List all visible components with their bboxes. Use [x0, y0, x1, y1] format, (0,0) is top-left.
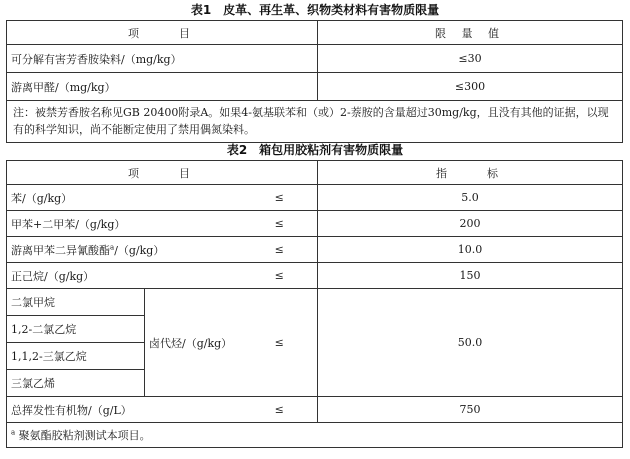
table2-row-op: ≤ — [242, 263, 318, 289]
table2-footnote — [7, 423, 623, 448]
table2-row-item: 甲苯+二甲苯/（g/kg） — [7, 211, 242, 237]
table1-row-item: 可分解有害芳香胺染料/（mg/kg） — [7, 45, 318, 73]
table2-header-index: 指 标 — [318, 161, 623, 185]
table1 — [6, 20, 623, 143]
table1-row-limit: ≤300 — [318, 73, 623, 101]
table2 — [6, 160, 623, 448]
table2-caption: 表2 箱包用胶粘剂有害物质限量 — [226, 143, 404, 157]
table2-row-item — [7, 237, 242, 263]
table2-row-value: 10.0 — [318, 237, 623, 263]
table-row — [7, 397, 623, 423]
table1-note: 注：被禁芳香胺名称见GB 20400附录A。如果4-氨基联苯和（或）2-萘胺的含量超过30mg/kg，且没有其他的证据，以现有的科学知识，尚不能断定使用了禁用偶氮染料。 — [7, 101, 623, 143]
table2-row-op: ≤ — [242, 211, 318, 237]
halogenated-group-label: 卤代烃/（g/kg） — [145, 289, 242, 397]
table2-row-item: 总挥发性有机物/（g/L） — [7, 397, 242, 423]
table-row — [7, 211, 623, 237]
table2-row-op: ≤ — [242, 185, 318, 211]
halogenated-substance: 1,1,2-三氯乙烷 — [7, 343, 145, 370]
table2-row-value: 150 — [318, 263, 623, 289]
footnote-text: 聚氨酯胶粘剂测试本项目。 — [15, 429, 151, 442]
tdi-name: 游离甲苯二异氰酸酯 — [11, 243, 110, 257]
table2-row-op: ≤ — [242, 397, 318, 423]
table1-header-item: 项 目 — [7, 21, 318, 45]
table1-row-limit: ≤30 — [318, 45, 623, 73]
table-row — [7, 45, 623, 73]
table1-caption: 表1 皮革、再生革、织物类材料有害物质限量 — [190, 3, 440, 17]
halogenated-substance: 三氯乙烯 — [7, 370, 145, 397]
table-row — [7, 263, 623, 289]
tdi-unit: /（g/kg） — [114, 243, 165, 257]
halogenated-op: ≤ — [242, 289, 318, 397]
halogenated-substance: 1,2-二氯乙烷 — [7, 316, 145, 343]
table2-row-value: 750 — [318, 397, 623, 423]
table1-row-item: 游离甲醛/（mg/kg） — [7, 73, 318, 101]
halogenated-substance: 二氯甲烷 — [7, 289, 145, 316]
table1-header-limit: 限 量 值 — [318, 21, 623, 45]
table-row — [7, 185, 623, 211]
table2-row-item: 正己烷/（g/kg） — [7, 263, 242, 289]
table2-row-value: 200 — [318, 211, 623, 237]
table2-row-value: 5.0 — [318, 185, 623, 211]
table2-row-item: 苯/（g/kg） — [7, 185, 242, 211]
table2-row-op: ≤ — [242, 237, 318, 263]
table-row — [7, 237, 623, 263]
table-row — [7, 289, 623, 316]
table-row — [7, 73, 623, 101]
halogenated-value: 50.0 — [318, 289, 623, 397]
footnote-mark: a — [110, 242, 115, 251]
table2-header-item: 项 目 — [7, 161, 318, 185]
footnote-mark: a — [11, 428, 16, 437]
